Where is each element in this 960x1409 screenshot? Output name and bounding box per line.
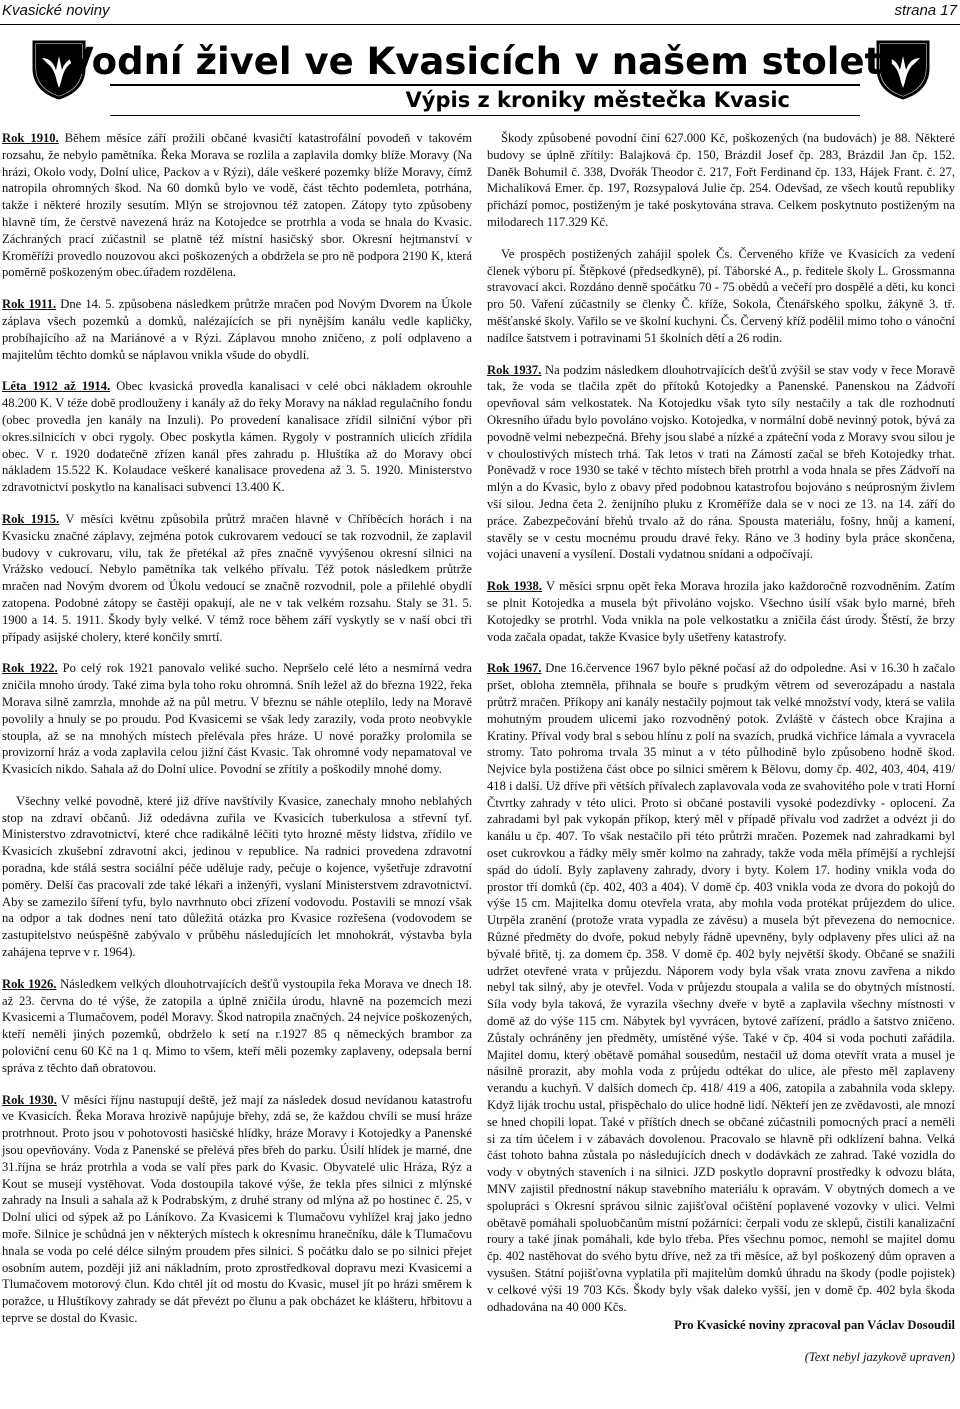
paragraph-1912-1914: [2, 378, 472, 496]
year-label: Rok 1915.: [2, 511, 60, 526]
paragraph-text: Všechny velké povodně, které již dříve navštívily Kvasice, zanechaly mnoho neblahých stop na zdraví občanů. Již odedávna zuřila ve Kvasicích tuberkulosa a střevní tyf. Ministerstvo zdravotnictví, které chce radikálně léčiti tyto hrozné městy lidstva, zřídilo ve Kvasicích zkušební zdravotní akci, jedinou v republice. Na radnici provedena zdravotní poradna, kde stálá sestra sociální péče uděluje rady, pečuje o kojence, vyšetřuje zdravotní poměry. Delší čas pracovali zde také lékaři a inženýři, vyslaní Ministerstvem zdravotnictví. Aby se zamezilo šíření tyfu, bylo navrhnuto obci zřízení vodovodu. Postavili se mnozí však na odpor a tak dodnes není tato důležitá otázka pro Kvasice rozřešena (vodovodem se zastupitelstvo neúspěšně zabývalo v průběhu následujících let mnohokrát, výstavba byla zahájena teprve v r. 1964).: [2, 793, 472, 960]
paragraph-1930: [2, 1092, 472, 1327]
year-label: Rok 1910.: [2, 131, 59, 145]
publication-name: Kvasické noviny: [2, 2, 110, 19]
paragraph-text: V měsíci říjnu nastupují deště, jež mají za následek dosud nevídanou katastrofu ve Kvasicích. Řeka Morava hrozivě napůjuje břehy, zdá se, že každou chvíli se musí hráze protrhnout. Proto jsou v pohotovosti hasičské hlídky, hráze Moravy i Kotojedky a Panenské jsou opevňovány. Voda z Panenské se přelévá přes břeh do parku. Úsilí hlídek je marné, dne 31.října se hráz protrhla a voda se valí přes park do Kvasic. Obyvatelé ulic Hráza, Rýz a Kout se musejí vystěhovat. Voda dostoupila takové výše, že tekla přes silnici z mlýnské zahrady na Insuli a sahala až k Podrabským, z druhé strany od mlýna až po hostinec č. 25, v Dolní ulici od sýpek až po Láníkovo. Za Kvasicemi k Tlumačovu vyhlížel kraj jako jedno moře. Silnice je schůdná jen v některých místech k okresnímu hranečníku, dále k Tlumačovu hnala se voda po celé délce silným proudem přes silnici. S počátku dalo se po silnici přejet osobním autem, později již ani nákladním, proto zprostředkoval dopravu mezi Kvasicemi a Tlumačovem motorový člun. Kdo chtěl jít od mostu do Kvasic, musel jít po hrázi směrem k poražce, u Hluštíkovy zahrady se dát převézt po člunu a pak obcházet ke klášteru, hřbitovu a teprve se dostal do Kvasic.: [2, 1092, 472, 1325]
editorial-note: (Text nebyl jazykově upraven): [804, 1350, 955, 1365]
left-column: [2, 130, 472, 1342]
right-column: [487, 130, 955, 1381]
paragraph-damages: [487, 130, 955, 231]
paragraph-text: Dne 14. 5. způsobena následkem průtrže mračen pod Novým Dvorem na Úkole záplava všech pozemků a domků, nalézajících se při nynějším kanálu vedle kapličky, probíhajícího až na Mariánové a v Rýzi. Záplavou mnoho zničeno, z polí odplaveno a majitelům těchto domků se náplavou vnikla všude do obydlí.: [2, 297, 473, 362]
paragraph-1967: [487, 660, 955, 1315]
paragraph-text: Škody způsobené povodní činí 627.000 Kč, poškozených (na budovách) je 88. Některé budovy se úplně zřítily: Balajková čp. 150, Brázdil Josef čp. 283, Brázdil Jan čp. 152. Daněk Bohumil č. 338, Dvořák Theodor č. 217, Fořt Ferdinand čp. 133, Hájek Frant. č. 27, Michalíková Emer. čp. 197, Rozsypalová Julie čp. 254. Odevšad, ze všech koutů republiky přichází pomoc, postiženým je také poskytována strava. Celkem poskytnuto postiženým na milodarech 117.329 Kč.: [487, 131, 955, 229]
paragraph-1938: [487, 578, 955, 645]
title-rule: [110, 84, 860, 86]
paragraph-1922: [2, 660, 472, 778]
year-label: Rok 1926.: [2, 976, 57, 991]
paragraph-text: Na podzim následkem dlouhotrvajících dešťů zvýšil se stav vody v řece Moravě tak, že voda se tlačila zpět do přítoků Kotojedky a Panenské. Panenskou na Zádvoří opevňoval sám velkostatek. Na Kotojedku však tyto síly nestačily a tak dle rozhodnutí Okresního úřadu bylo povoláno vojsko. Kotojedka, v normální době nevinný potok, bývá za povodně velmi nebezpečná. Břehy jsou slabé a nízké a zpáteční voda z Moravy svou silou je v choulostivých místech trhá. Tak letos v trati na Zámostí začal se břeh Kotojedky trhat. Poněvadž v roce 1930 se také v těchto místech břeh protrhl a voda hnala se přes Zádvoří na mlýn a do Kvasic, bylo z obavy před podobnou katastrofou bojováno s neúprosným živlem vší silou. Jedna četa 2. ženijního pluku z Kroměříže dala se v noci ze 13. na 14. září do práce. Zabezpečování břehů trvalo až do rána. Spousta materiálu, fošny, hnůj a kamení, stavěly se v cestu mocnému proudu dravé řeky. Ráno ve 3 hodiny byla práce skončena, vojáci unavení a vysílení. Dostali vydatnou snídani a odpočívají.: [487, 362, 955, 562]
subtitle-rule: [110, 115, 860, 116]
paragraph-1911: [2, 296, 472, 363]
page-header: [0, 0, 960, 25]
paragraph-text: Ve prospěch postižených zahájil spolek Čs. Červeného kříže ve Kvasicích za vedení členek výboru pí. Štěpkové (předsedkyně), pí. Táborské A., p. ředitele školy L. Grossmanna stravovací akci. Rozdáno denně spočátku 70 - 75 obědů a večeří pro dospělé a děti, ku konci pro 50. Vaření zúčastnily se členky Č. kříže, Sokola, Čtenářského spolku, žákyně 3. tř. měšťanské školy. Vařilo se ve školní kuchyni. Čs. Červený kříž podělil mimo toho o vánoční nadílce šatstvem i potravinami 51 školních dětí a 26 rodin.: [487, 246, 955, 345]
paragraph-text: Dne 16.července 1967 bylo pěkné počasí až do odpoledne. Asi v 16.30 h začalo pršet, obloha ztemněla, přihnala se bouře s prudkým větrem od severozápadu a nastala průtrž mračen. Příkopy ani kanály nestačily pojmout tak velké množství vody, která se valila mohutným proudem ulicemi jako rozvodněný potok. Zvláště v částech obce Krajina a Kratiny. Příval vody bral s sebou hlínu z polí na svazích, prudká vichřice lámala a vyvracela stromy. Tato pohroma trvala 35 minut a v této půlhodině bylo způsobeno hodně škod. Nejvíce byla postižena část obce po silnici směrem k Bělovu, domy čp. 402, 403, 404, 419/ 418 i další. Už dříve při větších přívalech zaplavovala voda ze svahovitého pole v trati Horní Čtvrtky zahrady v této ulici. Proto si občané postavili vysoké podezdívky - oplocení. Za zahradami byl pak vykopán příkop, který měl v případě přívalu vod zadržet a odvézt ji do kanálu u čp. 407. To však nestačilo při této průtrži mračen. Pozemek nad zahradkami byl oset cukrovkou a řádky měly směr kolmo na zahrady, takže voda měla přímější a rychlejší spád do údolí. Byly zaplaveny zahrady, dvory i byty. Kolem 17. hodiny vnikla voda do prostor tří domků (čp. 402, 403 a 404). V domě čp. 403 vnikla voda ze dvora do pokojů do výše 15 cm. Majitelka domu otevřela vrata, aby mohla voda protékat průjezdem do ulice. Utrpěla zranění (protože vrata vypadla ze závěsu) a musela být převezena do nemocnice. Různé předměty do dvoře, pokud nebyly řádně upevněny, byly odplaveny přes ulici až na bývalé břitě, tj. za domem čp. 358. V domě čp. 402 byly největší škody. Občané se snažili udržet otevřené vrata v průjezdu. Náporem vody byla však vrata znovu zavřena a nikdo nebyl tak silný, aby je otevřel. Voda v průjezdu stoupala a valila se do obytných místností. Síla vody byla taková, že vyrazila všechny dveře v bytě a zaplavila všechny místnosti v domě až do výše 115 cm. Nábytek byl vyvrácen, bytové zařízení, prádlo a šatstvo zničeno. Zůstaly ochráněny jen předměty, umístěné výše. Také v čp. 404 si voda pochuti zařádila. Majitel domu, který obětavě pomáhal sousedům, nestačil už doma otevřít vrata a musel je násilně prorazit, aby mohla voda z průjedu odtékat do ulice, ale přesto měl zaplaveny verandu a kuchyň. V dalších domech čp. 418/ 419 a 406, zatopila a zabahnila voda sklepy. Když liják trochu ustal, přispěchalo do ulice hodně lidí. Někteří jen ze zvědavosti, ale mnozí se hned chopili lopat. Také v příštích dnech se občané zúčastnili pomocných prací a neměli si za tím účelem i v zábavách dovolenou. Pracovalo se hlavně při odklízení bahna. Velká část tohoto bahna zůstala po následujících dnech v dodávkách ze zahrad. Také vozidla do vody v obytných staveních i na silnici. JZD poskytlo dopravní prostředky k odvozu bláta, MNV zajistil přednostní nákup stavebního materiálu k opravám. V obytných domech a ve spolupráci s Okresní správou silnic zajišťoval očištění poplavené vozovky v ulici. Velmi obětavě pomáhali spoluobčanům místní požárníci: čerpali vodu ze sklepů, čistili kanalizační roury a také jinak pomáhali, kde bylo třeba. Přes všechnu pomoc, nemohl se majitel domu čp. 402 nastěhovat do svého bytu dříve, než za tři měsíce, až byl poškozený dům opraven a vysušen. Státní pojišťovna vyplatila při majitelům domků úhradu na škody (podle pojistek) v celkové výši 19 703 Kčs. Škody byly však daleko vyšší, jen v domě čp. 402 byla škoda odhadována na 40 000 Kčs.: [487, 661, 955, 1314]
year-label: Rok 1922.: [2, 661, 58, 676]
year-label: Rok 1938.: [487, 579, 542, 594]
paragraph-text: Po celý rok 1921 panovalo veliké sucho. Nepršelo celé léto a nesmírná vedra zničila mnoho úrody. Také zima byla toho roku ohromná. Sníh ležel až do března 1922, řeka Morava silně zamrzla, mnohde až na půl metru. V březnu se náhle oteplilo, ledy na Moravě povolily a hnuly se po proudu. Pod Kvasicemi se však ledy zarazily, voda proto neobvykle stoupla, až se na mnohých místech přelévala přes hráze. U nové poražky prolomila se provizorní hráz a voda zaplavila celou jižní část Kvasic. Tak ohromné vody nepamatoval ve Kvasicích nikdo. Sahala až do Dolní ulice. Povodní se zřítily a poškodily mnohé domy.: [2, 661, 472, 777]
paragraph-text: V měsíci srpnu opět řeka Morava hrozila jako každoročně rozvodněním. Zatím se plnit Kotojedka a musela být přivoláno vojsko. Všechno úsilí však bylo marné, břeh Kotojedky se protrhl. Voda vnikla na pole velkostatku a zničila část úrody. Štěstí, že brzy voda začala opadat, takže Kvasice byly ušetřeny katastrofy.: [487, 579, 955, 644]
paragraph-text: Během měsíce září prožili občané kvasičtí katastrofální povodeň v takovém rozsahu, že nebylo pamětníka. Řeka Morava se rozlila a zaplavila domky blíže Moravy (Na hrázi, Okolo vody, Dolní ulice, Packov a v Rýzi), dále veškeré pozemky blíže Moravy, čímž natropila ohromných škod. Na 60 domků bylo ve vodě, část těchto podemleta, potrhána, takže i některé hrozily sesutím. Mlýn se strojovnou též zatopen. Zátopy tyto způsobeny hlavně tím, že čerstvě navezená hráz na Kotojedce se protrhla a voda se hnala do Kvasic. Záchraných prací zúčastnil se platně též místní hasičský sbor. Okresní hejtmanství v Kroměříži provedlo nouzovou akci poškozených a obdržela se pro ně podpora 2190 K, která poměrně poškozeným obec.úřadem rozdělena.: [2, 131, 472, 280]
paragraph-text: Následkem velkých dlouhotrvajících dešťů vystoupila řeka Morava ve dnech 18. až 23. června do té výše, že zatopila a úplně zničila úrodu, hlavně na pozemcích mezi Kvasicemi a Tlumačovem, podél Moravy. Škod natropila značných. 24 nejvíce poškozených, kteří neměli jiných pozemků, obdrželo k setí na r.1927 85 q německých brambor za poloviční cenu 60 Kč na 1 q. Mimo to všem, kteří měli pozemky zaplaveny, odepsala berní správa z těchto daň obratovou.: [2, 976, 472, 1075]
year-label: Rok 1911.: [2, 297, 57, 312]
year-label: Rok 1937.: [487, 362, 542, 377]
author-signature: Pro Kvasické noviny zpracoval pan Václav Dosoudil: [674, 1318, 955, 1333]
year-label: Léta 1912 až 1914.: [2, 379, 111, 394]
page-number: strana 17: [894, 2, 957, 19]
paragraph-red-cross: [487, 246, 955, 347]
paragraph-text: Obec kvasická provedla kanalisaci v celé obci nákladem okrouhle 48.200 K. V téže době prodlouženy i kanály až do řeky Moravy na náklad regulačního fondu (obec provedla jen kanály na Inzuli). Po provedení kanalisace zřídil silniční výbor při okres.silnicích v obci rygoly. Obec poskytla kámen. Rygoly v postranních ulicích zřídila obec. V r. 1920 dodatečně zřízen kanál přes zahradu p. Hluštíka až do Moravy obcí nákladem 15.522 K. Kolaudace veškeré kanalisace provedena až 3. 5. 1920. Ministerstvo zdravotnictví poskytlo na kanalisaci subvenci 13.400 K.: [2, 379, 472, 495]
article-title: Vodní živel ve Kvasicích v našem století: [65, 40, 895, 83]
paragraph-1915: [2, 511, 472, 645]
paragraph-1910: [2, 130, 472, 281]
year-label: Rok 1930.: [2, 1092, 57, 1107]
article-subtitle: Výpis z kroniky městečka Kvasic: [405, 88, 790, 112]
paragraph-1926: [2, 976, 472, 1077]
year-label: Rok 1967.: [487, 661, 542, 676]
paragraph-health: [2, 793, 472, 961]
paragraph-1937: [487, 362, 955, 564]
paragraph-text: V měsíci květnu způsobila průtrž mračen hlavně v Chříběcích horách i na Kvasicku značné záplavy, zejména potok cukrovarem vedoucí se tak rozvodnil, že zaplavil budovy v cukrovaru, vilu, tak že přetékal až přes značně vyvýšenou okresní silnici na Vrážsko vedoucí. Nebylo pamětníka tak velkého přívalu. Též potok následkem průtrže mračen nad Novým dvorem od Úkolu vedoucí se značně rozvodnil, pole a přilehlé obydlí zatopena. Podobné zátopy se častěji opakují, ale ne v tak velkém rozsahu. Staly se 31. 5. 1900 a 14. 5. 1911. Škody byly velké. V témž roce během září vyskytly se v naší obci tři případy asijské cholery, které končily smrtí.: [2, 511, 472, 644]
